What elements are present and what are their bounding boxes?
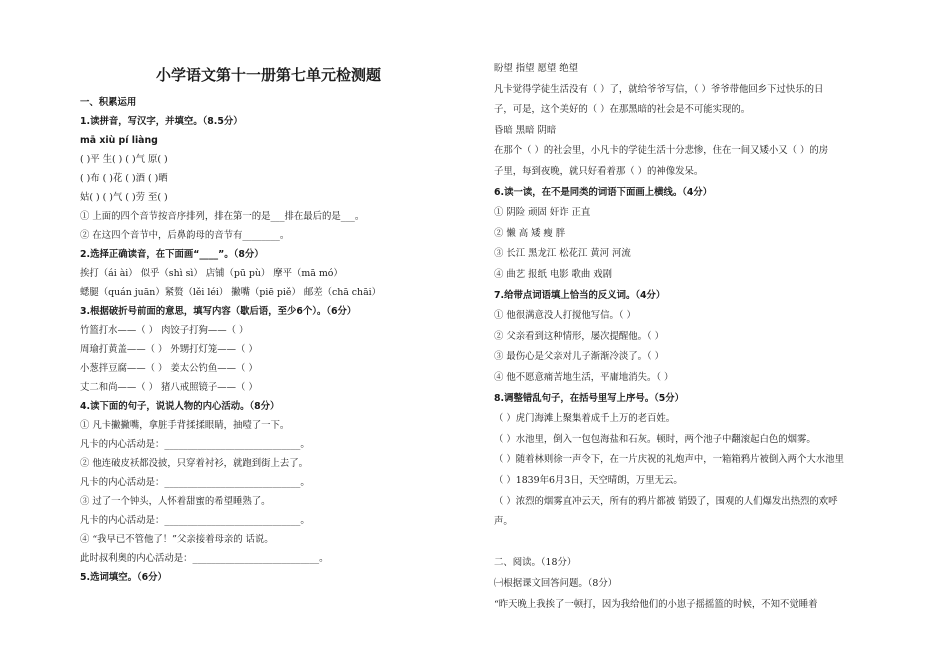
right-line-16: ④ 他不愿意痛苦地生活，平庸地消失。（ ） [494, 372, 674, 383]
right-line-27: “昨天晚上我挨了一顿打，因为我给他们的小崽子摇摇篮的时候，不知不觉睡着 [494, 598, 818, 610]
left-line-2: 1.读拼音，写汉字，并填空。（8.5分） [80, 116, 243, 127]
right-line-4: 昏暗 黑暗 阴暗 [494, 124, 557, 136]
right-line-9: ② 懒 高 矮 瘦 胖 [494, 227, 566, 239]
right-line-17: 8.调整错乱句子，在括号里写上序号。（5分） [494, 392, 685, 404]
right-line-21: （ ）1839年6月3日，天空晴朗，万里无云。 [494, 475, 683, 486]
right-line-18: （ ）虎门海滩上聚集着成千上万的老百姓。 [494, 413, 676, 425]
left-line-15: 小葱拌豆腐——（ ） 姜太公钓鱼——（ ） [80, 363, 258, 374]
right-line-23: 声。 [494, 516, 513, 528]
left-line-10: 挨打（ái ài） 似乎（shì sì） 店铺（pū pù） 摩平（mā mó） [80, 268, 343, 279]
page-title: 小学语文第十一册第七单元检测题 [156, 66, 382, 84]
left-line-16: 丈二和尚——（ ） 猪八戒照镜子——（ ） [80, 382, 258, 393]
right-line-7: 6.读一读，在不是同类的词语下面画上横线。（4分） [494, 186, 713, 198]
right-line-26: ㈠根据课文回答问题。（8分） [494, 578, 618, 589]
left-line-3: mā xiù pí liàng [80, 135, 158, 146]
left-line-17: 4.读下面的句子，说说人物的内心活动。（8分） [80, 401, 280, 412]
left-line-26: 5.选词填空。（6分） [80, 572, 167, 583]
left-line-25: 此时叔利奥的内心活动是：___________________________。 [80, 553, 329, 564]
right-line-22: （ ）浓烈的烟雾直冲云天，所有的鸦片都被 销毁了，围观的人们爆发出热烈的欢呼 [494, 495, 838, 507]
left-line-9: 2.选择正确读音，在下面画“____”。（8分） [80, 249, 264, 260]
left-line-19: 凡卡的内心活动是：_____________________________。 [80, 439, 310, 450]
right-line-10: ③ 长江 黑龙江 松花江 黄河 河流 [494, 248, 631, 260]
right-line-11: ④ 曲艺 报纸 电影 歌曲 戏剧 [494, 269, 613, 280]
left-line-21: 凡卡的内心活动是：_____________________________。 [80, 477, 310, 488]
right-line-3: 子，可是，这个美好的（ ）在那黑暗的社会是不可能实现的。 [494, 104, 751, 116]
left-line-20: ② 他连破皮袄都没披，只穿着衬衫，就跑到街上去了。 [80, 458, 308, 469]
left-line-11: 蟋腿（quán juān）紧赘（lěi léi） 撇嘴（piē piě） 邮差（chā chāi） [80, 287, 382, 298]
right-line-8: ① 阴险 顽固 奸诈 正直 [494, 207, 591, 219]
left-line-6: 姑( ) ( )气 ( )劳 至( ) [80, 192, 168, 203]
left-line-13: 竹篮打水——（ ） 肉饺子打狗——（ ） [80, 325, 249, 336]
right-line-2: 凡卡觉得学徒生活没有（ ）了，就给爷爷写信，（ ）爷爷带他回乡下过快乐的日 [494, 83, 824, 95]
right-line-6: 子里，每到夜晚，就只好看着那（ ）的神像发呆。 [494, 166, 704, 177]
left-line-14: 周瑜打黄盖——（ ） 外甥打灯笼——（ ） [80, 344, 258, 355]
left-line-12: 3.根据破折号前面的意思，填写内容（歇后语，至少6个）。（6分） [80, 306, 357, 317]
left-line-18: ① 凡卡撇撇嘴，拿脏手背揉揉眼睛，抽噎了一下。 [80, 420, 290, 431]
left-line-7: ① 上面的四个音节按音序排列，排在第一的是___排在最后的是___。 [80, 211, 365, 222]
right-line-25: 二、阅读。（18分） [494, 557, 577, 569]
right-line-14: ② 父亲看到这种情形，屡次提醒他。（ ） [494, 330, 665, 342]
left-line-24: ④ “我早已不管他了！”父亲接着母亲的 话说。 [80, 534, 274, 545]
right-line-15: ③ 最伤心是父亲对儿子渐渐冷淡了。（ ） [494, 351, 665, 363]
left-line-22: ③ 过了一个钟头，人怀着甜蜜的希望睡熟了。 [80, 496, 271, 507]
left-line-4: ( )平 生( ) ( )气 原( ) [80, 154, 168, 165]
left-line-5: ( )布 ( )花 ( )酒 ( )晒 [80, 173, 168, 184]
left-line-1: 一、积累运用 [80, 97, 137, 108]
left-line-8: ② 在这四个音节中，后鼻韵母的音节有________。 [80, 230, 290, 241]
left-line-23: 凡卡的内心活动是：_____________________________。 [80, 515, 310, 526]
right-line-5: 在那个（ ）的社会里，小凡卡的学徒生活十分悲惨，住在一间又矮小又（ ）的房 [494, 145, 829, 157]
right-line-19: （ ）水池里，倒入一包包海盐和石灰。顿时，两个池子中翻滚起白色的烟雾。 [494, 433, 816, 445]
right-line-13: ① 他很满意没人打搅他写信。（ ） [494, 310, 636, 322]
right-line-20: （ ）随着林则徐一声令下，在一片庆祝的礼炮声中，一箱箱鸦片被倒入两个大水池里 [494, 454, 844, 466]
right-line-12: 7.给带点词语填上恰当的反义词。（4分） [494, 289, 666, 301]
right-line-1: 盼望 指望 愿望 绝望 [494, 63, 578, 74]
